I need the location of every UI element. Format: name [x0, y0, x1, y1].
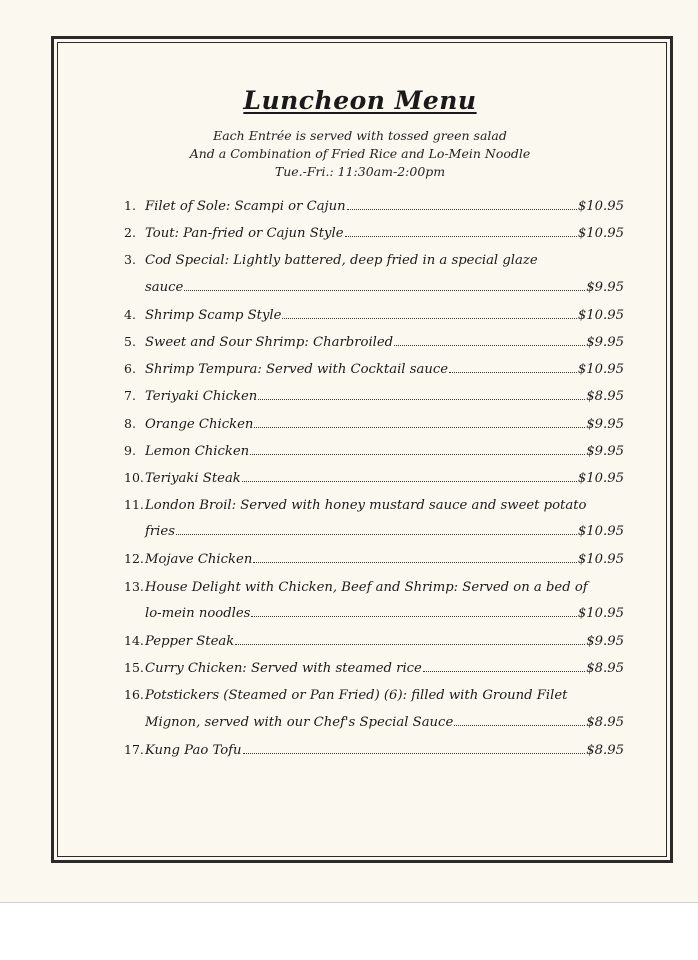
subtitle-rice-noodle: And a Combination of Fried Rice and Lo-Mein Noodle [189, 146, 531, 161]
item-price: $8.95 [586, 742, 624, 758]
menu-item [124, 334, 624, 361]
item-description: London Broil: Served with honey mustard sauce and sweet potato [145, 498, 587, 514]
menu-item [124, 742, 624, 769]
item-price: $10.95 [577, 226, 624, 242]
item-number: 7. [124, 388, 136, 404]
menu-item [124, 225, 624, 252]
item-description: fries [145, 524, 175, 540]
item-description: Orange Chicken [145, 416, 254, 432]
dot-leader [347, 199, 577, 210]
menu-item [124, 361, 624, 388]
menu-item [124, 660, 624, 687]
item-price: $10.95 [577, 470, 624, 486]
menu-item [124, 416, 624, 443]
item-number: 11. [124, 497, 144, 513]
dot-leader [423, 661, 585, 672]
item-description: Teriyaki Chicken [145, 389, 258, 405]
item-price: $10.95 [577, 307, 624, 323]
item-number: 1. [124, 198, 136, 213]
dot-leader [253, 552, 577, 563]
item-number: 12. [124, 551, 144, 567]
dot-leader [394, 335, 585, 346]
item-price: $10.95 [577, 552, 624, 568]
item-description: Mignon, served with our Chef's Special Sauce [145, 714, 454, 730]
item-description: Filet of Sole: Scampi or Cajun [145, 199, 346, 214]
item-description: Potstickers (Steamed or Pan Fried) (6): filled with Ground Filet [145, 688, 568, 704]
item-description: lo-mein noodles [145, 605, 251, 621]
item-description: Cod Special: Lightly battered, deep fried in a special glaze [145, 253, 538, 269]
page-edge [0, 902, 698, 903]
item-description: House Delight with Chicken, Beef and Shrimp: Served on a bed of [145, 579, 588, 595]
dot-leader [454, 715, 585, 726]
dot-leader [449, 362, 577, 373]
item-description: Shrimp Scamp Style [145, 307, 282, 323]
item-number: 2. [124, 225, 136, 241]
item-description: Tout: Pan-fried or Cajun Style [145, 226, 344, 242]
menu-item [124, 497, 624, 524]
item-number: 13. [124, 578, 144, 594]
menu-item-list [124, 198, 624, 769]
dot-leader [345, 226, 577, 237]
menu-item [124, 307, 624, 334]
item-description: Teriyaki Steak [145, 470, 241, 486]
item-number: 8. [124, 415, 136, 431]
item-description: Lemon Chicken [145, 443, 250, 459]
menu-item [124, 687, 624, 714]
menu-item [124, 579, 624, 606]
item-price: $10.95 [577, 362, 624, 378]
item-number: 5. [124, 333, 136, 349]
subtitle-salad: Each Entrée is served with tossed green salad [213, 128, 507, 143]
dot-leader [282, 308, 576, 319]
item-description: Mojave Chicken [145, 552, 253, 568]
menu-item [124, 198, 624, 225]
item-price: $9.95 [586, 634, 624, 649]
item-number: 17. [124, 741, 144, 757]
dot-leader [242, 471, 577, 482]
dot-leader [243, 743, 586, 754]
menu-item [124, 551, 624, 578]
item-price: $10.95 [577, 605, 624, 621]
dot-leader [251, 606, 576, 617]
item-number: 4. [124, 306, 136, 322]
item-price: $9.95 [586, 443, 624, 459]
item-number: 15. [124, 660, 144, 676]
item-number: 9. [124, 442, 136, 458]
item-description: Shrimp Tempura: Served with Cocktail sauce [145, 362, 449, 378]
item-price: $8.95 [586, 714, 624, 730]
menu-item [124, 470, 624, 497]
menu-item [124, 606, 624, 633]
item-description: Pepper Steak [145, 634, 235, 649]
item-price: $9.95 [586, 334, 624, 350]
menu-item [124, 633, 624, 660]
item-description: Kung Pao Tofu [145, 742, 242, 758]
dot-leader [258, 389, 585, 400]
hours: Tue.-Fri.: 11:30am-2:00pm [274, 164, 446, 179]
item-number: 16. [124, 687, 144, 703]
dot-leader [184, 280, 585, 291]
item-description: sauce [145, 279, 184, 295]
menu-title: Luncheon Menu [243, 86, 477, 115]
menu-item [124, 715, 624, 742]
item-price: $10.95 [577, 199, 624, 214]
dot-leader [176, 524, 577, 535]
menu-item [124, 524, 624, 551]
item-description: Curry Chicken: Served with steamed rice [145, 661, 422, 677]
dot-leader [250, 444, 585, 455]
item-price: $9.95 [586, 416, 624, 432]
menu-item [124, 388, 624, 415]
item-description: Sweet and Sour Shrimp: Charbroiled [145, 334, 394, 350]
item-number: 3. [124, 252, 136, 268]
item-number: 14. [124, 633, 144, 648]
item-price: $8.95 [586, 389, 624, 405]
menu-item [124, 443, 624, 470]
item-price: $8.95 [586, 661, 624, 677]
item-price: $10.95 [577, 524, 624, 540]
item-number: 10. [124, 469, 144, 485]
dot-leader [235, 634, 585, 645]
item-price: $9.95 [586, 279, 624, 295]
item-number: 6. [124, 361, 136, 377]
dot-leader [254, 417, 585, 428]
menu-item [124, 280, 624, 307]
menu-item [124, 252, 624, 279]
